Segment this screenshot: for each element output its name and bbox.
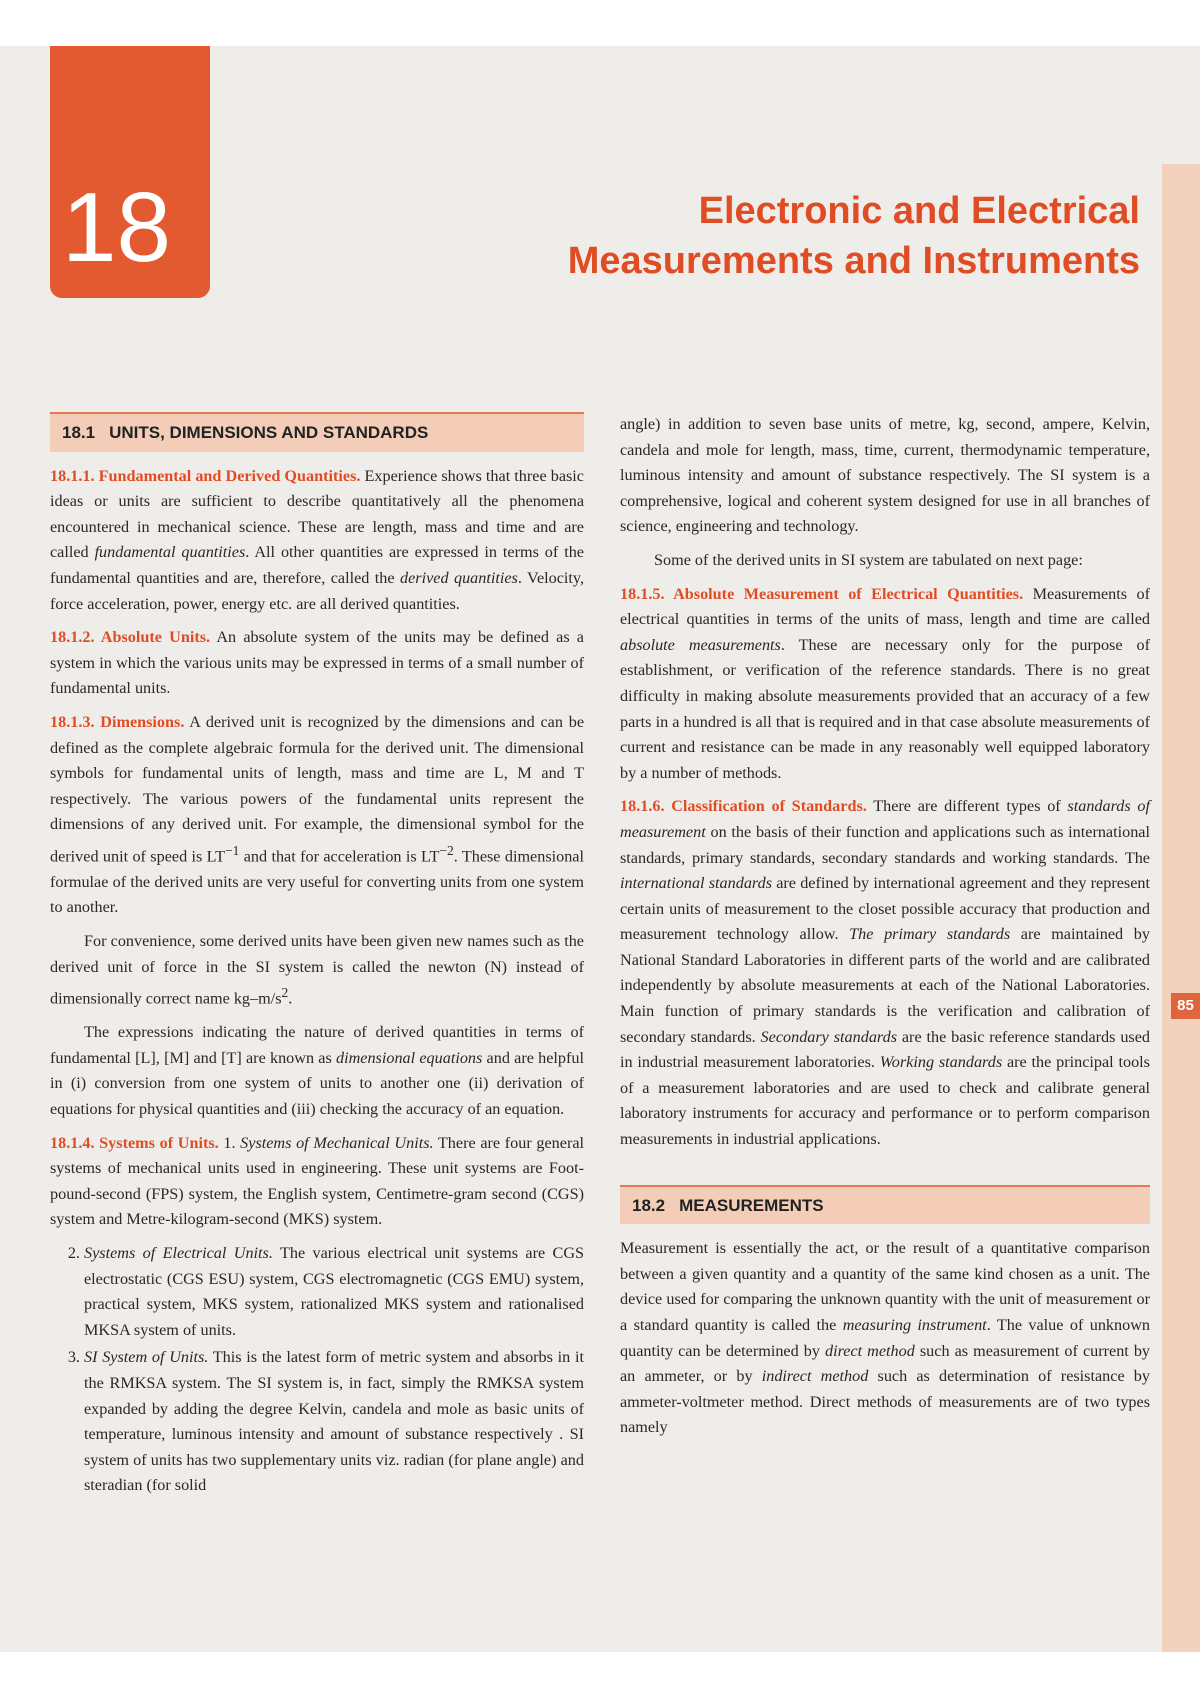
chapter-title-line-1: Electronic and Electrical (698, 190, 1140, 232)
systems-list (50, 1241, 584, 1499)
book-page (0, 46, 1200, 1652)
section-heading-18-2: 18.2 MEASUREMENTS (620, 1185, 1150, 1225)
paragraph-fundamental-quantities: 18.1.1. Fundamental and Derived Quantities. Experience shows that three basic ideas or units are sufficient to describe quantitatively all the phenomena encountered in mechanical science. These are length, mass and time and are called fundamental quantities. All other quantities are expressed in terms of the fundamental quantities and are, therefore, called the derived quantities. Velocity, force acceleration, power, energy etc. are all derived quantities. (50, 466, 584, 613)
paragraph-classification-of-standards: 18.1.6. Classification of Standards. There are different types of standards of measurement on the basis of their function and applications such as international standards, primary standards, secondary standards and working standards. The international standards are defined by international agreement and they represent certain units of measurement to the closet possible accuracy that production and measurement technology allow. The primary standards are maintained by National Standard Laboratories in different parts of the world and are calibrated independently by absolute measurements at each of the National Laboratories. Main function of primary standards is the verification and calibration of secondary standards. Secondary standards are the basic reference standards used in industrial measurement laboratories. Working standards are the principal tools of a measurement laboratories and are used to check and calibrate general laboratory instruments for accuracy and performance or to perform comparison measurements in industrial applications. (620, 797, 1150, 1149)
list-item-electrical-units: 2. Systems of Electrical Units. The various electrical unit systems are CGS electrostatic (CGS ESU) system, CGS electromagnetic (CGS EMU) system, practical system, MKS system, rationalized MKS system and rationalised MKSA system of units. (84, 1241, 584, 1343)
chapter-number: 18 (62, 172, 172, 282)
paragraph-newton: For convenience, some derived units have been given new names such as the derived unit of force in the SI system is called the newton (N) instead of dimensionally correct name $kg-m/s^2$. (50, 932, 584, 1008)
chapter-title (568, 186, 1140, 286)
paragraph-dimensions: 18.1.3. Dimensions. A derived unit is recognized by the dimensions and can be defined as the complete algebraic formula for the derived unit. The dimensional symbols for fundamental units of length, mass and time are L, M and T respectively. The various powers of the fundamental units represent the dimensions of any derived unit. For example, the dimensional symbol for the derived unit of speed is $LT^{-1}$ and that for acceleration is $LT^{-2}$. These dimensional formulae of the derived units are very useful for converting units from one system to another. (50, 712, 585, 917)
chapter-title-line-2: Measurements and Instruments (567, 240, 1140, 282)
paragraph-systems-of-units: 18.1.4. Systems of Units. 1. Systems of Mechanical Units. There are four general systems of mechanical units used in engineering. These unit systems are Foot-pound-second (FPS) system, the English system, Centimetre-gram second (CGS) system and Metre-kilogram-second (MKS) system. (50, 1133, 585, 1229)
paragraph-derived-units-note: Some of the derived units in SI system are tabulated on next page: (654, 550, 1083, 569)
paragraph-si-continued: angle) in addition to seven base units of metre, kg, second, ampere, Kelvin, candela and mole for length, mass, time, current, thermodynamic temperature, luminous intensity and amount of substance respectively. The SI system is a comprehensive, logical and coherent system designed for use in all branches of science, engineering and technology. (620, 415, 1150, 536)
page-edge-band (1162, 164, 1200, 1652)
list-item-si-units: 3. SI System of Units. This is the latest form of metric system and absorbs in it the RMKSA system. The SI system is, in fact, simply the RMKSA system expanded by adding the degree Kelvin, candela and mole as basic units of temperature, luminous intensity and amount of substance respectively . SI system of units has two supplementary units viz. radian (for plane angle) and steradian (for solid (84, 1345, 584, 1499)
paragraph-dimensional-equations: The expressions indicating the nature of derived quantities in terms of fundamental [L], [M] and [T] are known as dimensional equations and are helpful in (i) conversion from one system of units to another one (ii) derivation of equations for physical quantities and (iii) checking the accuracy of an equation. (50, 1023, 585, 1119)
paragraph-absolute-measurement: 18.1.5. Absolute Measurement of Electrical Quantities. Measurements of electrical quantities in terms of the units of mass, length and time are called absolute measurements. These are necessary only for the purpose of establishment, or verification of the reference standards. There is no great difficulty in making absolute measurements provided that an accuracy of a few parts in a hundred is all that is required and in that case absolute measurements of current and resistance can be made in any reasonably well equipped laboratory by a number of methods. (620, 584, 1150, 782)
right-column (620, 412, 1150, 1449)
page-number: 85 (1171, 993, 1200, 1019)
paragraph-absolute-units: 18.1.2. Absolute Units. An absolute system of the units may be defined as a system in which the various units may be expressed in terms of a small number of fundamental units. (50, 628, 584, 698)
section-heading-18-1: 18.1 UNITS, DIMENSIONS AND STANDARDS (50, 412, 584, 452)
paragraph-measurements: Measurement is essentially the act, or the result of a quantitative comparison between a given quantity and a quantity of the same kind chosen as a unit. The device used for comparing the unknown quantity with the unit of measurement or a standard quantity is called the measuring instrument. The value of unknown quantity can be determined by direct method such as measurement of current by an ammeter, or by indirect method such as determination of resistance by ammeter-voltmeter method. Direct methods of measurements are of two types namely (620, 1239, 1151, 1437)
left-column (50, 412, 584, 1501)
